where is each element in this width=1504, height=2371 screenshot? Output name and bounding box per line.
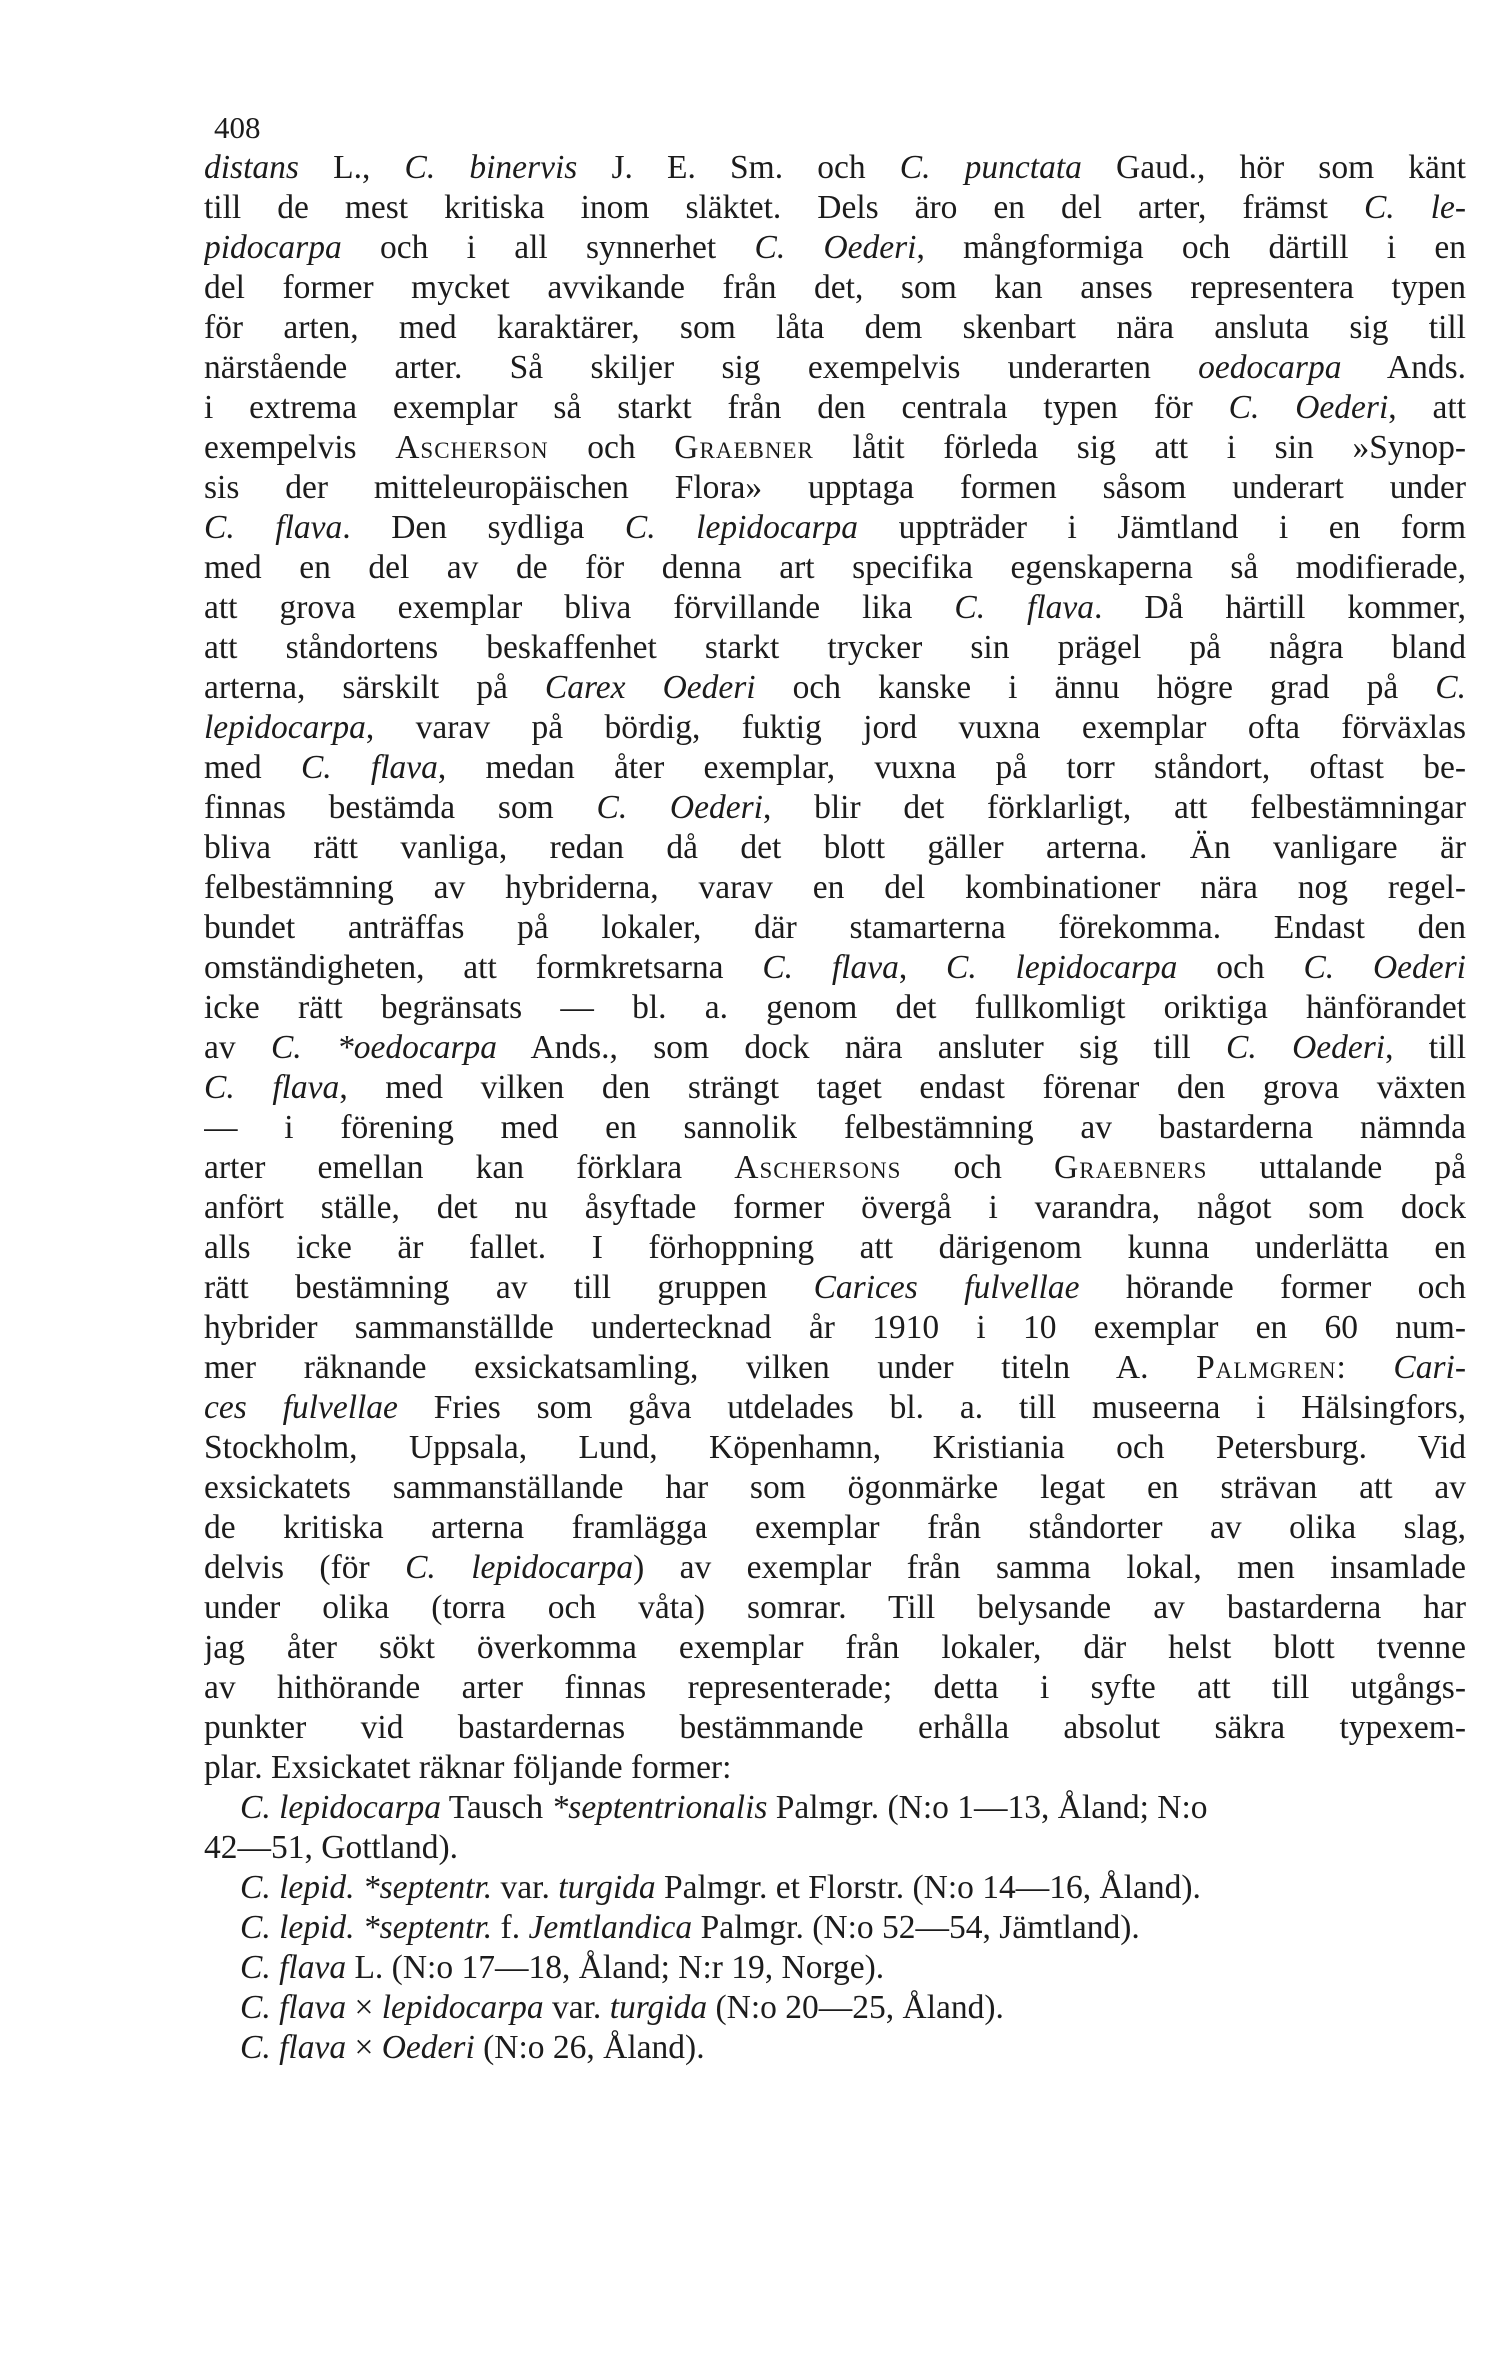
text-line: felbestämning av hybriderna, varav en del kombinationer nära nog regel- xyxy=(204,869,1466,906)
text-line: del former mycket avvikande från det, som kan anses representera typen xyxy=(204,269,1466,306)
text-line: delvis (för C. lepidocarpa) av exemplar från samma lokal, men insamlade xyxy=(204,1549,1466,1586)
text-line: de kritiska arterna framlägga exemplar från ståndorter av olika slag, xyxy=(204,1509,1466,1546)
text-line: i extrema exemplar så starkt från den centrala typen för C. Oederi, att xyxy=(204,389,1466,426)
text-line: med C. flava, medan åter exemplar, vuxna på torr ståndort, oftast be- xyxy=(204,749,1466,786)
text-line: att grova exemplar bliva förvillande lika C. flava. Då härtill kommer, xyxy=(204,589,1466,626)
text-line: närstående arter. Så skiljer sig exempelvis underarten oedocarpa Ands. xyxy=(204,349,1466,386)
text-line: ces fulvellae Fries som gåva utdelades bl. a. till museerna i Hälsingfors, xyxy=(204,1389,1466,1426)
body-text xyxy=(204,148,1466,2068)
text-line: under olika (torra och våta) somrar. Till belysande av bastarderna har xyxy=(204,1589,1466,1626)
text-line: alls icke är fallet. I förhoppning att därigenom kunna underlätta en xyxy=(204,1229,1466,1266)
text-line: arter emellan kan förklara Aschersons och Graebners uttalande på xyxy=(204,1149,1466,1186)
text-line: exsickatets sammanställande har som ögonmärke legat en strävan att av xyxy=(204,1469,1466,1506)
text-line: distans L., C. binervis J. E. Sm. och C. punctata Gaud., hör som känt xyxy=(204,149,1466,186)
text-line: lepidocarpa, varav på bördig, fuktig jord vuxna exemplar ofta förväxlas xyxy=(204,709,1466,746)
text-line: 42—51, Gottland). xyxy=(204,1829,459,1866)
text-line: med en del av de för denna art specifika egenskaperna så modifierade, xyxy=(204,549,1466,586)
text-line: C. flava L. (N:o 17—18, Åland; N:r 19, Norge). xyxy=(240,1949,885,1986)
text-line: arterna, särskilt på Carex Oederi och kanske i ännu högre grad på C. xyxy=(204,669,1466,706)
page-number: 408 xyxy=(214,110,261,145)
text-line: att ståndortens beskaffenhet starkt trycker sin prägel på några bland xyxy=(204,629,1466,666)
text-line: punkter vid bastardernas bestämmande erhålla absolut säkra typexem- xyxy=(204,1709,1466,1746)
text-line: omständigheten, att formkretsarna C. flava, C. lepidocarpa och C. Oederi xyxy=(204,949,1466,986)
text-line: bliva rätt vanliga, redan då det blott gäller arterna. Än vanligare är xyxy=(204,829,1466,866)
text-line: Stockholm, Uppsala, Lund, Köpenhamn, Kristiania och Petersburg. Vid xyxy=(204,1429,1466,1466)
text-line: av C. *oedocarpa Ands., som dock nära ansluter sig till C. Oederi, till xyxy=(204,1029,1466,1066)
text-line: C. flava × lepidocarpa var. turgida (N:o 20—25, Åland). xyxy=(240,1989,1004,2026)
text-line: C. lepidocarpa Tausch *septentrionalis Palmgr. (N:o 1—13, Åland; N:o xyxy=(240,1789,1208,1826)
text-line: C. flava × Oederi (N:o 26, Åland). xyxy=(240,2029,705,2066)
text-line: bundet anträffas på lokaler, där stamarterna förekomma. Endast den xyxy=(204,909,1466,946)
text-line: exempelvis Ascherson och Graebner låtit förleda sig att i sin »Synop- xyxy=(204,429,1466,466)
text-line: plar. Exsickatet räknar följande former: xyxy=(204,1749,732,1786)
text-line: till de mest kritiska inom släktet. Dels äro en del arter, främst C. le- xyxy=(204,189,1466,226)
text-line: anfört ställe, det nu åsyftade former övergå i varandra, något som dock xyxy=(204,1189,1466,1226)
text-line: för arten, med karaktärer, som låta dem skenbart nära ansluta sig till xyxy=(204,309,1466,346)
text-line: icke rätt begränsats — bl. a. genom det fullkomligt oriktiga hänförandet xyxy=(204,989,1466,1026)
text-line: — i förening med en sannolik felbestämning av bastarderna nämnda xyxy=(204,1109,1466,1146)
text-line: sis der mitteleuropäischen Flora» upptaga formen såsom underart under xyxy=(204,469,1466,506)
text-line: finnas bestämda som C. Oederi, blir det förklarligt, att felbestämningar xyxy=(204,789,1466,826)
text-line: hybrider sammanställde undertecknad år 1910 i 10 exemplar en 60 num- xyxy=(204,1309,1466,1346)
text-line: mer räknande exsickatsamling, vilken under titeln A. Palmgren: Cari- xyxy=(204,1349,1466,1386)
text-line: pidocarpa och i all synnerhet C. Oederi, mångformiga och därtill i en xyxy=(204,229,1466,266)
text-line: C. lepid. *septentr. var. turgida Palmgr. et Florstr. (N:o 14—16, Åland). xyxy=(240,1869,1201,1906)
text-line: jag åter sökt överkomma exemplar från lokaler, där helst blott tvenne xyxy=(204,1629,1466,1666)
text-line: av hithörande arter finnas representerade; detta i syfte att till utgångs- xyxy=(204,1669,1466,1706)
text-line: C. flava, med vilken den strängt taget endast förenar den grova växten xyxy=(204,1069,1466,1106)
text-line: rätt bestämning av till gruppen Carices fulvellae hörande former och xyxy=(204,1269,1466,1306)
text-line: C. lepid. *septentr. f. Jemtlandica Palmgr. (N:o 52—54, Jämtland). xyxy=(240,1909,1140,1946)
text-line: C. flava. Den sydliga C. lepidocarpa uppträder i Jämtland i en form xyxy=(204,509,1466,546)
